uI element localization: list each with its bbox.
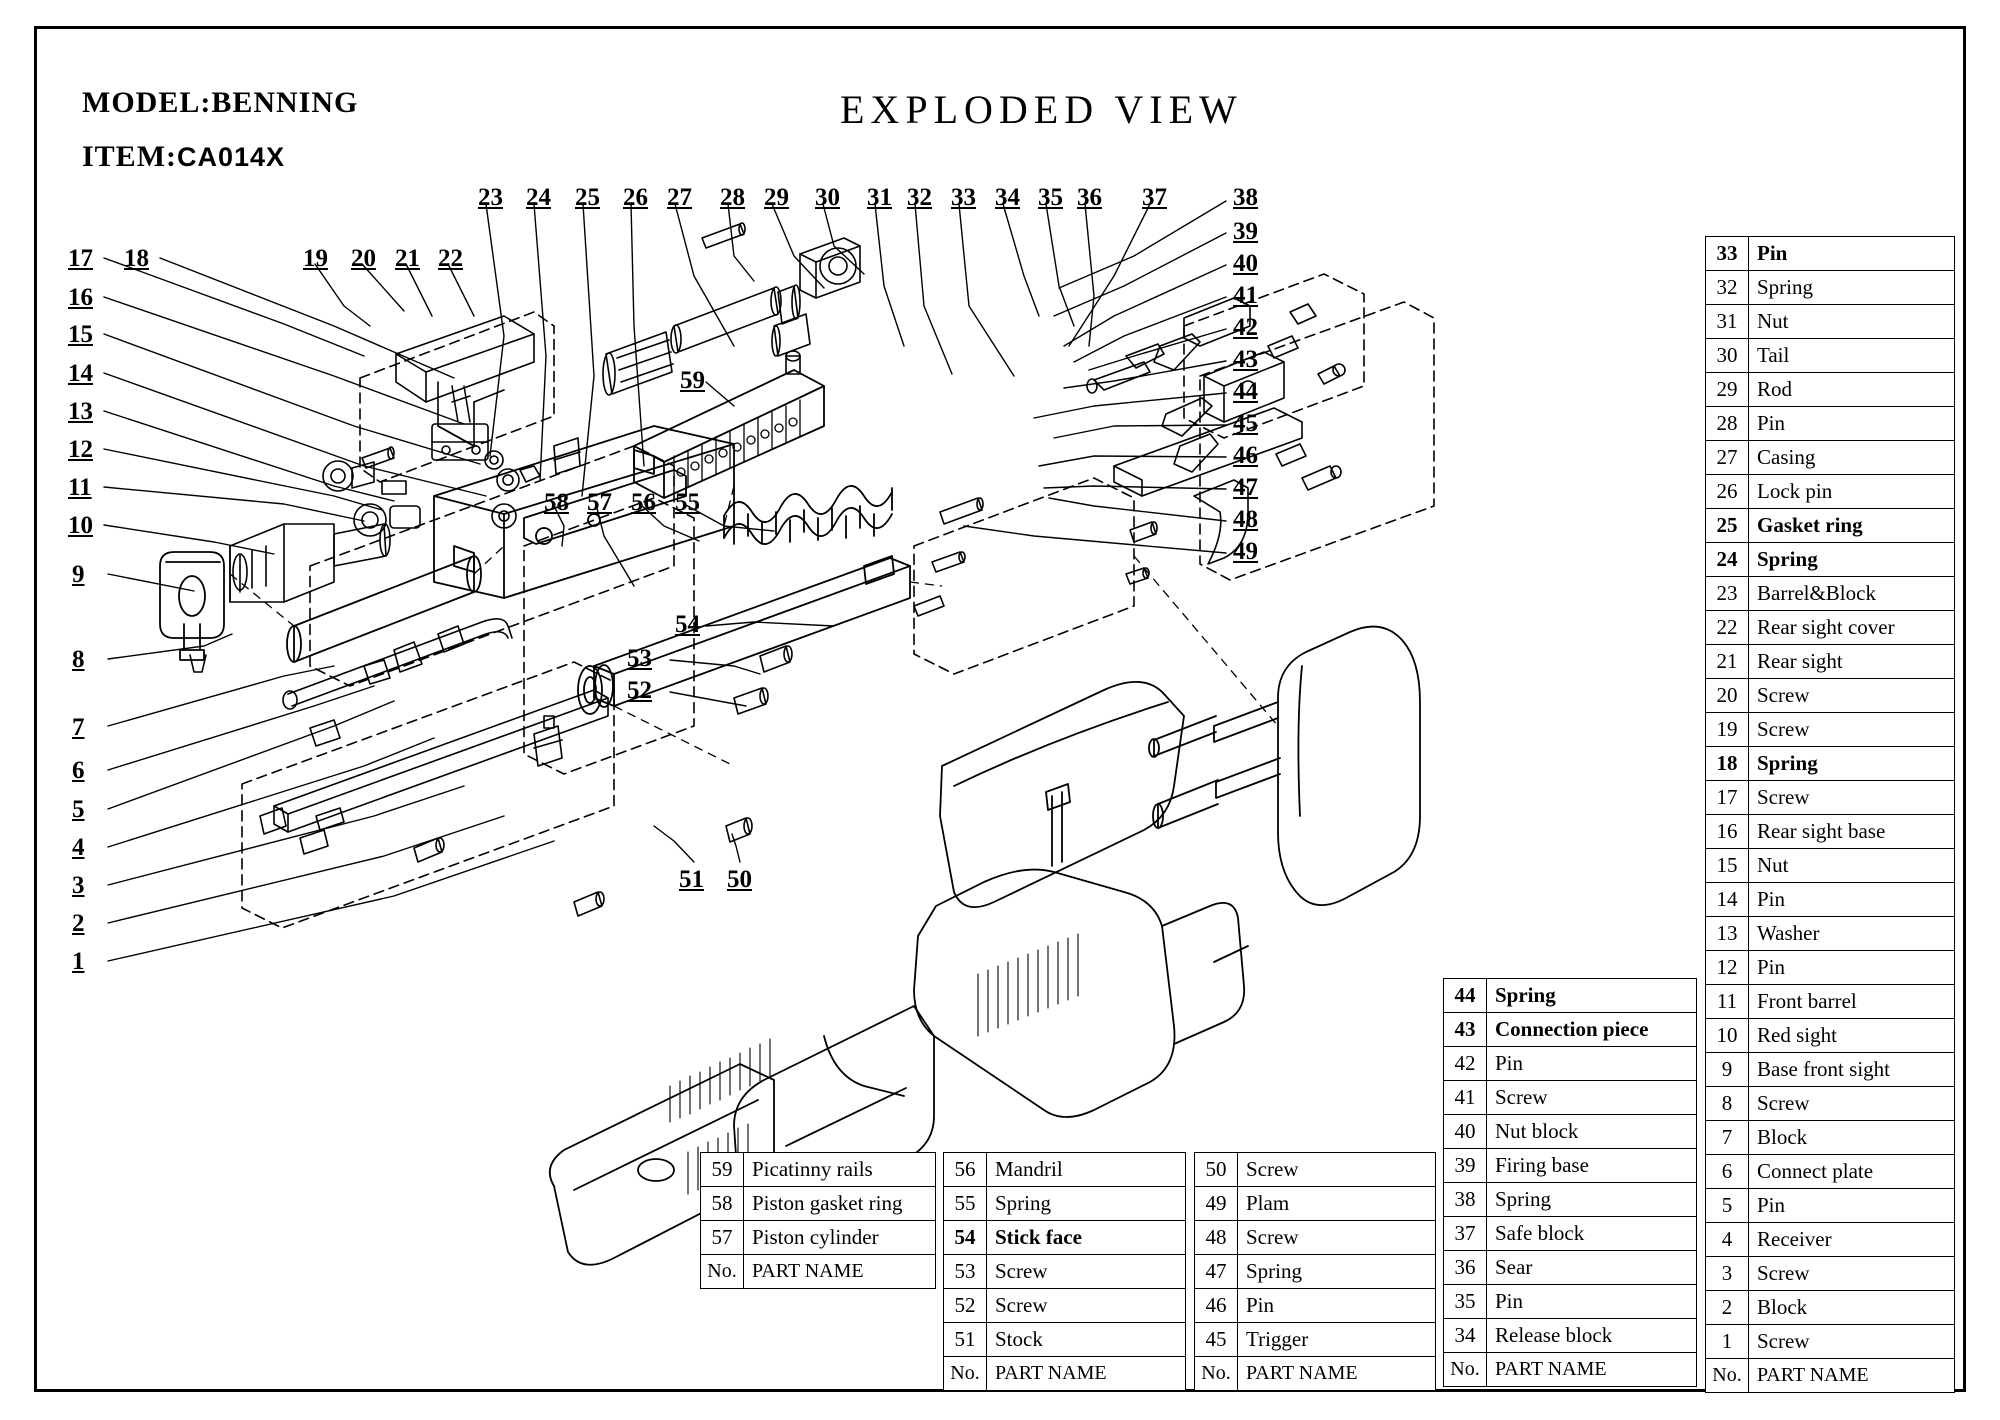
part-number: 16 xyxy=(1706,815,1749,849)
part-name: Pin xyxy=(1749,407,1955,441)
part-name: Pin xyxy=(1749,237,1955,271)
callout-29: 29 xyxy=(764,184,789,211)
part-name: Screw xyxy=(1238,1153,1436,1187)
part-name: Screw xyxy=(1749,1257,1955,1291)
callout-17: 17 xyxy=(68,245,93,272)
parts-row xyxy=(1706,679,1955,713)
parts-row xyxy=(944,1323,1186,1357)
model-label: MODEL:BENNING xyxy=(82,86,359,119)
parts-header-row xyxy=(1444,1353,1697,1387)
part-name: Block xyxy=(1749,1121,1955,1155)
callout-9: 9 xyxy=(72,561,85,588)
parts-row xyxy=(1444,1013,1697,1047)
parts-row xyxy=(1706,917,1955,951)
callout-28: 28 xyxy=(720,184,745,211)
part-number: 54 xyxy=(944,1221,987,1255)
part-number: 14 xyxy=(1706,883,1749,917)
callout-43: 43 xyxy=(1233,346,1258,373)
parts-row xyxy=(1706,781,1955,815)
part-name: Screw xyxy=(1749,713,1955,747)
parts-table-column-2 xyxy=(943,1152,1186,1391)
callout-8: 8 xyxy=(72,646,85,673)
part-name: Pin xyxy=(1487,1285,1697,1319)
part-number: 6 xyxy=(1706,1155,1749,1189)
callout-41: 41 xyxy=(1233,282,1258,309)
callout-38: 38 xyxy=(1233,184,1258,211)
parts-row xyxy=(1706,747,1955,781)
item-label-text: ITEM: xyxy=(82,140,177,173)
part-number: 19 xyxy=(1706,713,1749,747)
part-name: Spring xyxy=(1487,1183,1697,1217)
callout-10: 10 xyxy=(68,512,93,539)
part-name: Rear sight base xyxy=(1749,815,1955,849)
callout-33: 33 xyxy=(951,184,976,211)
parts-header-name: PART NAME xyxy=(987,1357,1186,1391)
part-number: 57 xyxy=(701,1221,744,1255)
part-number: 58 xyxy=(701,1187,744,1221)
parts-row xyxy=(1444,1183,1697,1217)
part-number: 17 xyxy=(1706,781,1749,815)
part-name: Base front sight xyxy=(1749,1053,1955,1087)
part-number: 23 xyxy=(1706,577,1749,611)
part-number: 55 xyxy=(944,1187,987,1221)
part-number: 35 xyxy=(1444,1285,1487,1319)
parts-table-column-3 xyxy=(1194,1152,1436,1391)
part-name: Screw xyxy=(1749,1087,1955,1121)
part-number: 50 xyxy=(1195,1153,1238,1187)
part-name: Red sight xyxy=(1749,1019,1955,1053)
part-name: Release block xyxy=(1487,1319,1697,1353)
callout-52: 52 xyxy=(627,677,652,704)
callout-27: 27 xyxy=(667,184,692,211)
part-number: 38 xyxy=(1444,1183,1487,1217)
parts-row xyxy=(944,1187,1186,1221)
parts-header-name: PART NAME xyxy=(1487,1353,1697,1387)
parts-row xyxy=(1444,1081,1697,1115)
part-name: Trigger xyxy=(1238,1323,1436,1357)
part-number: 20 xyxy=(1706,679,1749,713)
part-name: Screw xyxy=(1749,679,1955,713)
parts-header-no: No. xyxy=(701,1255,744,1289)
parts-row xyxy=(1706,815,1955,849)
part-number: 10 xyxy=(1706,1019,1749,1053)
callout-37: 37 xyxy=(1142,184,1167,211)
part-name: Spring xyxy=(1238,1255,1436,1289)
part-name: Connection piece xyxy=(1487,1013,1697,1047)
callout-44: 44 xyxy=(1233,378,1258,405)
part-name: Lock pin xyxy=(1749,475,1955,509)
callout-31: 31 xyxy=(867,184,892,211)
item-value: CA014X xyxy=(177,142,286,172)
parts-row xyxy=(1706,1121,1955,1155)
part-number: 49 xyxy=(1195,1187,1238,1221)
callout-34: 34 xyxy=(995,184,1020,211)
parts-row xyxy=(1706,441,1955,475)
part-number: 29 xyxy=(1706,373,1749,407)
parts-row xyxy=(1706,373,1955,407)
part-name: Spring xyxy=(1749,271,1955,305)
part-number: 46 xyxy=(1195,1289,1238,1323)
callout-21: 21 xyxy=(395,245,420,272)
parts-row xyxy=(1195,1289,1436,1323)
parts-row xyxy=(944,1153,1186,1187)
part-name: Gasket ring xyxy=(1749,509,1955,543)
part-number: 26 xyxy=(1706,475,1749,509)
part-number: 48 xyxy=(1195,1221,1238,1255)
parts-header-no: No. xyxy=(1195,1357,1238,1391)
part-name: Screw xyxy=(1487,1081,1697,1115)
parts-header-row xyxy=(1195,1357,1436,1391)
parts-row xyxy=(1706,985,1955,1019)
callout-30: 30 xyxy=(815,184,840,211)
parts-row xyxy=(1195,1255,1436,1289)
part-number: 1 xyxy=(1706,1325,1749,1359)
part-number: 37 xyxy=(1444,1217,1487,1251)
callout-57: 57 xyxy=(587,489,612,516)
parts-row xyxy=(1444,1319,1697,1353)
parts-header-row xyxy=(701,1255,936,1289)
callout-56: 56 xyxy=(631,489,656,516)
part-number: 22 xyxy=(1706,611,1749,645)
parts-row xyxy=(1195,1323,1436,1357)
part-name: Spring xyxy=(987,1187,1186,1221)
part-number: 52 xyxy=(944,1289,987,1323)
callout-11: 11 xyxy=(68,474,92,501)
part-name: Barrel&Block xyxy=(1749,577,1955,611)
callout-25: 25 xyxy=(575,184,600,211)
part-number: 4 xyxy=(1706,1223,1749,1257)
callout-14: 14 xyxy=(68,360,93,387)
parts-row xyxy=(1706,543,1955,577)
parts-table-column-5 xyxy=(1705,236,1955,1393)
parts-row xyxy=(1706,713,1955,747)
part-number: 5 xyxy=(1706,1189,1749,1223)
part-name: Piston cylinder xyxy=(744,1221,936,1255)
part-number: 11 xyxy=(1706,985,1749,1019)
callout-19: 19 xyxy=(303,245,328,272)
callout-1: 1 xyxy=(72,948,85,975)
part-name: Stock xyxy=(987,1323,1186,1357)
callout-16: 16 xyxy=(68,284,93,311)
parts-row xyxy=(1706,577,1955,611)
part-number: 13 xyxy=(1706,917,1749,951)
parts-row xyxy=(1706,237,1955,271)
callout-42: 42 xyxy=(1233,314,1258,341)
part-number: 3 xyxy=(1706,1257,1749,1291)
part-name: Pin xyxy=(1749,883,1955,917)
part-name: Screw xyxy=(1749,1325,1955,1359)
parts-row xyxy=(1706,645,1955,679)
parts-row xyxy=(1706,1155,1955,1189)
part-name: Connect plate xyxy=(1749,1155,1955,1189)
part-name: Rod xyxy=(1749,373,1955,407)
parts-row xyxy=(1706,407,1955,441)
parts-row xyxy=(1706,1053,1955,1087)
callout-54: 54 xyxy=(675,611,700,638)
part-number: 41 xyxy=(1444,1081,1487,1115)
parts-row xyxy=(1444,1285,1697,1319)
part-number: 32 xyxy=(1706,271,1749,305)
parts-table-column-1 xyxy=(700,1152,936,1289)
part-number: 28 xyxy=(1706,407,1749,441)
part-name: Rear sight xyxy=(1749,645,1955,679)
parts-row xyxy=(1706,1019,1955,1053)
callout-24: 24 xyxy=(526,184,551,211)
part-name: Pin xyxy=(1487,1047,1697,1081)
parts-row xyxy=(1444,1047,1697,1081)
part-name: Picatinny rails xyxy=(744,1153,936,1187)
part-number: 39 xyxy=(1444,1149,1487,1183)
page-title: EXPLODED VIEW xyxy=(840,87,1243,132)
part-name: Nut block xyxy=(1487,1115,1697,1149)
part-name: Nut xyxy=(1749,305,1955,339)
callout-35: 35 xyxy=(1038,184,1063,211)
parts-row xyxy=(1706,951,1955,985)
part-number: 24 xyxy=(1706,543,1749,577)
parts-row xyxy=(1706,1087,1955,1121)
callout-5: 5 xyxy=(72,796,85,823)
callout-47: 47 xyxy=(1233,474,1258,501)
callout-50: 50 xyxy=(727,866,752,893)
part-number: 2 xyxy=(1706,1291,1749,1325)
callout-20: 20 xyxy=(351,245,376,272)
callout-40: 40 xyxy=(1233,250,1258,277)
part-name: Nut xyxy=(1749,849,1955,883)
callout-53: 53 xyxy=(627,645,652,672)
callout-49: 49 xyxy=(1233,538,1258,565)
part-name: Rear sight cover xyxy=(1749,611,1955,645)
callout-22: 22 xyxy=(438,245,463,272)
callout-51: 51 xyxy=(679,866,704,893)
part-number: 18 xyxy=(1706,747,1749,781)
part-number: 12 xyxy=(1706,951,1749,985)
part-name: Spring xyxy=(1487,979,1697,1013)
parts-row xyxy=(1706,883,1955,917)
callout-6: 6 xyxy=(72,757,85,784)
part-name: Block xyxy=(1749,1291,1955,1325)
part-number: 33 xyxy=(1706,237,1749,271)
part-number: 9 xyxy=(1706,1053,1749,1087)
callout-36: 36 xyxy=(1077,184,1102,211)
parts-row xyxy=(1706,1325,1955,1359)
part-name: Screw xyxy=(1749,781,1955,815)
part-name: Piston gasket ring xyxy=(744,1187,936,1221)
parts-row xyxy=(1706,1257,1955,1291)
part-number: 43 xyxy=(1444,1013,1487,1047)
part-number: 34 xyxy=(1444,1319,1487,1353)
parts-row xyxy=(944,1255,1186,1289)
parts-row xyxy=(1444,1149,1697,1183)
part-name: Sear xyxy=(1487,1251,1697,1285)
callout-59: 59 xyxy=(680,367,705,394)
callout-26: 26 xyxy=(623,184,648,211)
callout-46: 46 xyxy=(1233,442,1258,469)
callout-7: 7 xyxy=(72,714,85,741)
callout-32: 32 xyxy=(907,184,932,211)
part-name: Safe block xyxy=(1487,1217,1697,1251)
part-number: 53 xyxy=(944,1255,987,1289)
parts-row xyxy=(701,1221,936,1255)
part-name: Stick face xyxy=(987,1221,1186,1255)
parts-header-no: No. xyxy=(1444,1353,1487,1387)
parts-row xyxy=(1706,475,1955,509)
part-number: 30 xyxy=(1706,339,1749,373)
parts-row xyxy=(1706,305,1955,339)
callout-55: 55 xyxy=(675,489,700,516)
part-number: 21 xyxy=(1706,645,1749,679)
part-name: Pin xyxy=(1749,951,1955,985)
part-number: 36 xyxy=(1444,1251,1487,1285)
callout-39: 39 xyxy=(1233,218,1258,245)
parts-row xyxy=(1444,1251,1697,1285)
part-name: Tail xyxy=(1749,339,1955,373)
part-number: 59 xyxy=(701,1153,744,1187)
parts-row xyxy=(1195,1221,1436,1255)
part-number: 42 xyxy=(1444,1047,1487,1081)
part-name: Screw xyxy=(987,1289,1186,1323)
parts-row xyxy=(1706,509,1955,543)
part-number: 7 xyxy=(1706,1121,1749,1155)
callout-48: 48 xyxy=(1233,506,1258,533)
part-number: 27 xyxy=(1706,441,1749,475)
part-name: Spring xyxy=(1749,543,1955,577)
part-name: Receiver xyxy=(1749,1223,1955,1257)
parts-row xyxy=(1706,1223,1955,1257)
part-name: Washer xyxy=(1749,917,1955,951)
parts-row xyxy=(1706,1291,1955,1325)
parts-row xyxy=(1444,979,1697,1013)
part-number: 47 xyxy=(1195,1255,1238,1289)
parts-header-name: PART NAME xyxy=(1749,1359,1955,1393)
part-number: 8 xyxy=(1706,1087,1749,1121)
parts-row xyxy=(944,1289,1186,1323)
part-number: 31 xyxy=(1706,305,1749,339)
parts-header-no: No. xyxy=(944,1357,987,1391)
callout-13: 13 xyxy=(68,398,93,425)
part-number: 44 xyxy=(1444,979,1487,1013)
parts-row xyxy=(1706,849,1955,883)
part-name: Pin xyxy=(1749,1189,1955,1223)
callout-3: 3 xyxy=(72,872,85,899)
callout-23: 23 xyxy=(478,184,503,211)
part-name: Spring xyxy=(1749,747,1955,781)
parts-row xyxy=(1706,1189,1955,1223)
callout-15: 15 xyxy=(68,321,93,348)
parts-header-no: No. xyxy=(1706,1359,1749,1393)
part-number: 45 xyxy=(1195,1323,1238,1357)
part-number: 15 xyxy=(1706,849,1749,883)
callout-2: 2 xyxy=(72,910,85,937)
part-name: Plam xyxy=(1238,1187,1436,1221)
part-number: 25 xyxy=(1706,509,1749,543)
parts-header-name: PART NAME xyxy=(744,1255,936,1289)
callout-4: 4 xyxy=(72,834,85,861)
part-name: Screw xyxy=(987,1255,1186,1289)
part-name: Front barrel xyxy=(1749,985,1955,1019)
part-name: Casing xyxy=(1749,441,1955,475)
callout-18: 18 xyxy=(124,245,149,272)
parts-row xyxy=(1195,1153,1436,1187)
part-number: 51 xyxy=(944,1323,987,1357)
parts-row xyxy=(701,1187,936,1221)
parts-row xyxy=(1444,1115,1697,1149)
part-name: Pin xyxy=(1238,1289,1436,1323)
callout-45: 45 xyxy=(1233,410,1258,437)
parts-table-column-4 xyxy=(1443,978,1697,1387)
part-number: 40 xyxy=(1444,1115,1487,1149)
parts-header-row xyxy=(1706,1359,1955,1393)
part-name: Firing base xyxy=(1487,1149,1697,1183)
part-name: Screw xyxy=(1238,1221,1436,1255)
parts-row xyxy=(1706,611,1955,645)
parts-header-name: PART NAME xyxy=(1238,1357,1436,1391)
part-number: 56 xyxy=(944,1153,987,1187)
parts-row xyxy=(944,1221,1186,1255)
callout-58: 58 xyxy=(544,489,569,516)
callout-12: 12 xyxy=(68,436,93,463)
parts-row xyxy=(701,1153,936,1187)
parts-header-row xyxy=(944,1357,1186,1391)
parts-row xyxy=(1444,1217,1697,1251)
part-name: Mandril xyxy=(987,1153,1186,1187)
parts-row xyxy=(1706,271,1955,305)
parts-row xyxy=(1706,339,1955,373)
parts-row xyxy=(1195,1187,1436,1221)
